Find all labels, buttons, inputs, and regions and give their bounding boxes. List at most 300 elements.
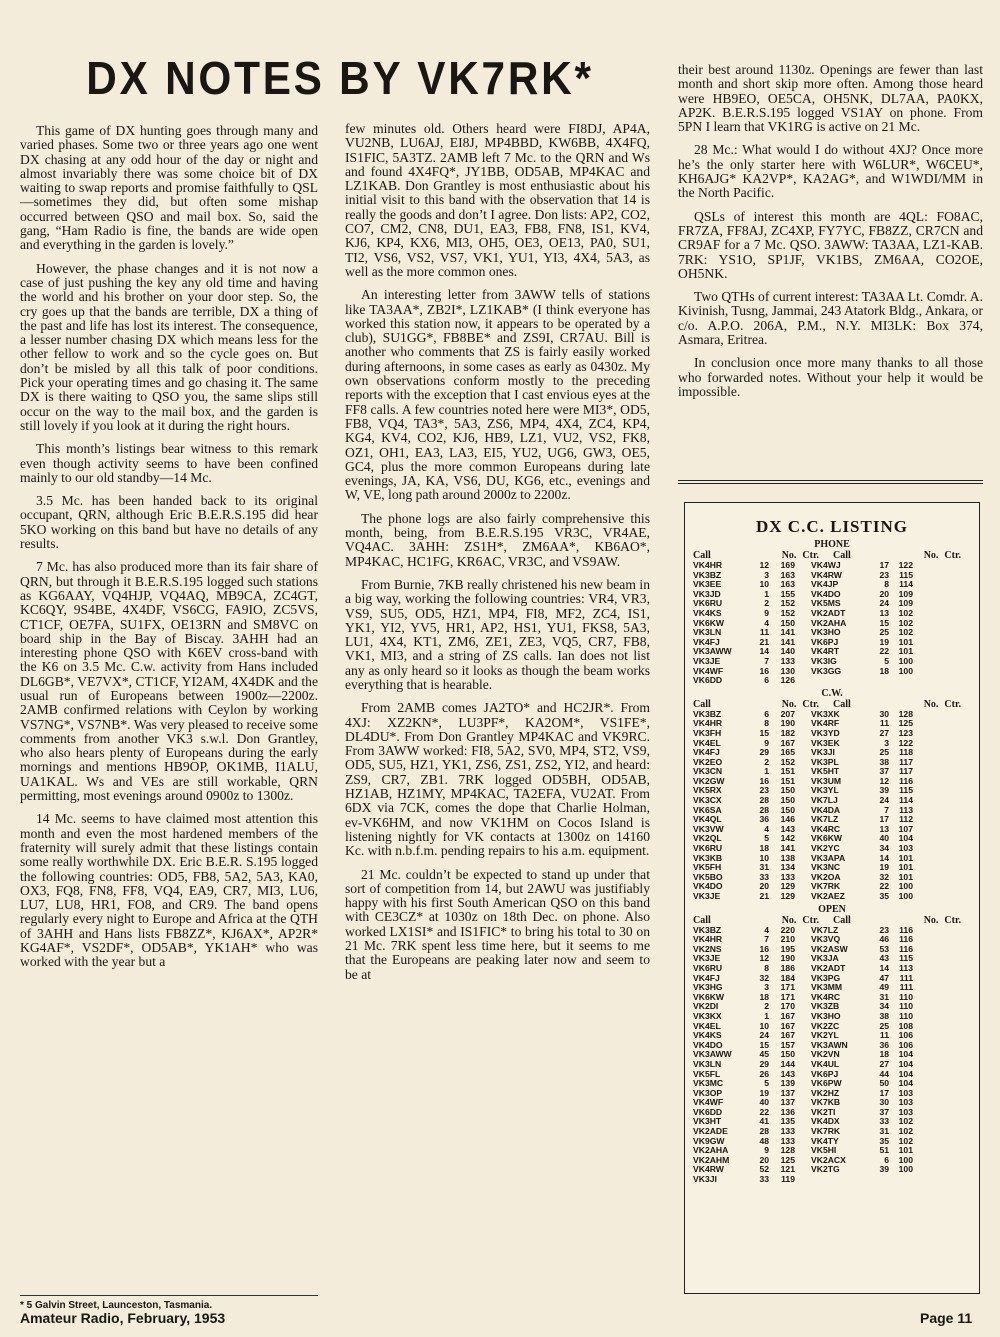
country-count: 102 (898, 1127, 913, 1137)
call-sign: VK4DO (811, 589, 841, 599)
call-sign: VK2EO (693, 757, 723, 767)
country-count: 101 (898, 863, 913, 873)
listing-row (693, 1146, 971, 1156)
call-sign: VK3HG (693, 983, 723, 993)
country-count: 108 (898, 1021, 913, 1031)
call-sign: VK3BZ (693, 570, 722, 580)
call-sign: VK3NC (811, 863, 841, 873)
country-count: 114 (899, 796, 913, 806)
call-sign: VK4FJ (693, 748, 720, 758)
country-count: 146 (780, 815, 795, 825)
country-count: 152 (780, 599, 795, 609)
rank-number: 11 (879, 1031, 889, 1041)
rank-number: 17 (879, 561, 889, 570)
rank-number: 16 (759, 776, 769, 786)
rank-number: 6 (764, 676, 769, 686)
call-sign: VK3JE (693, 656, 721, 666)
call-sign: VK4DA (811, 805, 841, 815)
call-sign: VK5FH (693, 863, 722, 873)
rank-number: 46 (879, 935, 889, 945)
listing-row (693, 638, 971, 648)
country-count: 115 (899, 786, 913, 796)
rank-number: 7 (764, 935, 769, 945)
country-count: 118 (899, 748, 913, 758)
country-count: 128 (898, 709, 913, 719)
call-sign: VK4UL (811, 1059, 840, 1069)
header-no: No. (781, 550, 797, 561)
listing-row (693, 739, 971, 749)
call-sign: VK5HI (811, 1146, 837, 1156)
country-count: 167 (780, 1011, 795, 1021)
country-count: 141 (780, 844, 795, 854)
rank-number: 40 (879, 834, 889, 844)
column-header (881, 550, 961, 561)
listing-row (693, 1108, 971, 1118)
listing-row (693, 676, 971, 686)
call-sign: VK6PJ (811, 1069, 839, 1079)
rank-number: 6 (764, 709, 769, 719)
header-ctr: Ctr. (802, 698, 819, 710)
listing-title: DX C.C. LISTING (756, 517, 908, 536)
rank-number: 23 (879, 570, 889, 580)
listing-column-headers (685, 550, 979, 561)
rank-number: 39 (879, 786, 889, 796)
call-sign: VK3PG (811, 973, 841, 983)
country-count: 152 (780, 757, 795, 767)
rank-number: 9 (764, 738, 769, 748)
rank-number: 41 (759, 1117, 769, 1127)
country-count: 157 (780, 1040, 795, 1050)
call-sign: VK5MS (811, 599, 841, 609)
call-sign: VK3APA (811, 853, 846, 863)
listing-row (693, 863, 971, 873)
paragraph: However, the phase changes and it is not now a case of just pushing the key any old time and having the world and his brother on your door step. So, the cry goes up that the bands are terrible, DX a thing of the past and life has lost its interest. The consequence, a lesser number chasing DX which means less for the other fellow to work and so the cycle goes on. But don’t be misled by all this talk of poor conditions. Pick your operating times and go chasing it. The same DX is there waiting to QSO you, the same slips still occur on the way to the mail box, and the garden is still lovely if you look at it during the right hours. (20, 260, 318, 433)
country-count: 115 (899, 570, 913, 580)
rank-number: 22 (759, 1107, 769, 1117)
listing-row (693, 1127, 971, 1137)
country-count: 123 (898, 728, 913, 738)
country-count: 167 (780, 738, 795, 748)
country-count: 129 (780, 892, 795, 901)
call-sign: VK3LN (693, 1059, 722, 1069)
listing-row (693, 935, 971, 945)
call-sign: VK6PW (811, 1079, 842, 1089)
listing-row (693, 667, 971, 677)
listing-row (693, 1050, 971, 1060)
country-count: 100 (898, 882, 913, 892)
listing-row (693, 1041, 971, 1051)
rank-number: 38 (879, 757, 889, 767)
call-sign: VK2OA (811, 872, 841, 882)
call-sign: VK3OP (693, 1088, 723, 1098)
call-sign (795, 1175, 863, 1185)
listing-row (693, 882, 971, 892)
listing-row (693, 993, 971, 1003)
country-count: 150 (780, 1050, 795, 1060)
header-ctr: Ctr. (944, 550, 961, 561)
paragraph: In conclusion once more many thanks to all those who forwarded notes. Without your help it would be impossible. (678, 355, 983, 399)
header-ctr: Ctr. (944, 914, 961, 926)
country-count (889, 676, 913, 686)
country-count: 133 (780, 1136, 795, 1146)
country-count: 134 (780, 863, 795, 873)
column-header (733, 699, 819, 710)
call-sign: VK4QL (693, 815, 722, 825)
country-count: 100 (898, 666, 913, 676)
call-sign: VK4RC (811, 824, 841, 834)
rank-number: 36 (879, 1040, 889, 1050)
listing-sections (685, 539, 979, 1185)
country-count: 139 (780, 1079, 795, 1089)
call-sign: VK4WF (693, 1098, 724, 1108)
listing-row (693, 619, 971, 629)
country-count: 101 (898, 853, 913, 863)
rank-number: 47 (879, 973, 889, 983)
country-count: 125 (898, 719, 913, 729)
rank-number: 8 (764, 719, 769, 729)
author-footnote: * 5 Galvin Street, Launceston, Tasmania. (20, 1295, 318, 1311)
country-count: 119 (781, 1175, 795, 1185)
paragraph: 3.5 Mc. has been handed back to its original occupant, QRN, although Eric B.E.R.S.195 did hear 5KO working on this band but have no details of any results. (20, 493, 318, 552)
rank-number: 15 (759, 728, 769, 738)
rank-number: 43 (879, 954, 889, 964)
rank-number: 2 (764, 757, 769, 767)
call-sign: VK2HZ (811, 1088, 840, 1098)
country-count: 155 (780, 589, 795, 599)
country-count: 171 (780, 992, 795, 1002)
call-sign: VK3UM (811, 776, 842, 786)
paragraph: their best around 1130z. Openings are fewer than last month and short skip more often. Among those heard were HB9EO, OE5CA, OH5NK, DL7AA, PA0KX, AP2K. B.E.R.S.195 logged VS1AY on phone. From 5PN I learn that VK1RG is active on 21 Mc. (678, 62, 983, 135)
header-no: No. (781, 914, 797, 926)
call-sign: VK4RW (811, 570, 842, 580)
call-sign: VK3KX (693, 1011, 722, 1021)
listing-section-title: OPEN (818, 903, 846, 915)
call-sign: VK6SA (693, 805, 722, 815)
rank-number: 1 (764, 767, 769, 777)
rank-number: 2 (764, 1002, 769, 1012)
rank-number: 52 (759, 1165, 769, 1175)
call-sign: VK4RW (693, 1165, 724, 1175)
call-sign: VK3EK (811, 738, 840, 748)
listing-row (693, 1089, 971, 1099)
rank-number: 16 (759, 666, 769, 676)
country-count: 107 (898, 824, 913, 834)
country-count: 101 (898, 637, 913, 647)
country-count: 143 (780, 824, 795, 834)
listing-row (693, 1002, 971, 1012)
call-sign: VK4EL (693, 1021, 721, 1031)
call-sign: VK4HR (693, 561, 723, 570)
call-sign: VK2YL (811, 1031, 839, 1041)
rank-number: 7 (884, 805, 889, 815)
call-sign: VK3MC (693, 1079, 724, 1089)
country-count: 100 (898, 656, 913, 666)
rank-number: 18 (759, 992, 769, 1002)
country-count: 104 (898, 1059, 913, 1069)
call-sign: VK3ZB (811, 1002, 840, 1012)
call-sign: VK6KW (693, 992, 725, 1002)
paragraph: 14 Mc. seems to have claimed most attention this month and even the most hardened members of the fraternity will surely admit that these listings contain some really worthwhile DX. Eric B.E.R. S.195 logged the following countries: OD5, FB8, 5A2, 5A3, KA0, OX3, FQ8, FN8, FF8, VQ4, EA9, CR7, MI3, LU6, LU7, LU8, HR1, FO8, and CR9. The band opens regularly every night to Europe and Africa at the QTH of 3AHH and Hans lists FB8ZZ*, KJ6AX*, AP2R* KG4AF*, VS2DF*, OD5AB*, YK1AH* who was worked with the year but a (20, 811, 318, 970)
listing-row (693, 825, 971, 835)
call-sign: VK4KS (693, 1031, 722, 1041)
country-count: 102 (898, 1136, 913, 1146)
column-header (881, 915, 961, 926)
country-count: 182 (780, 728, 795, 738)
rank-number: 18 (879, 1050, 889, 1060)
rank-number: 4 (764, 618, 769, 628)
rank-number: 2 (764, 599, 769, 609)
country-count: 133 (780, 656, 795, 666)
listing-row (693, 729, 971, 739)
rank-number: 14 (759, 647, 769, 657)
call-sign: VK4RC (811, 992, 841, 1002)
paragraph: The phone logs are also fairly comprehensive this month, being, from B.E.R.S.195 VR3C, VR4AE, VQ4AC. 3AHH: ZS1H*, ZM6AA*, KB6AO*, MP4KAC, HC1FG, KR6AC, VR3C, and VS9AW. (345, 510, 650, 569)
country-count: 116 (899, 935, 913, 945)
country-count: 106 (898, 1040, 913, 1050)
country-count: 103 (898, 844, 913, 854)
country-count: 210 (780, 935, 795, 945)
paragraph: few minutes old. Others heard were FI8DJ, AP4A, VU2NB, LU6AJ, EI8J, MP4BBD, KW6BB, 4X4FQ, IS1FIC, 5A3TZ. 2AMB left 7 Mc. to the QRN and Ws and found 4X4FQ*, JY1BB, OD5AB, MP4KAC and LZ1KAB. Don Grantley is most enthusiastic about his initial visit to this band with the observation that 14 is really the goods and don’t I agree. Don lists: AP2, CO2, CO7, CM2, CN8, DU1, EA3, FB8, FN8, IS1, KV4, KJ6, KP4, KX6, MI3, OH5, OE3, OE13, PA0, SU1, TI2, VS6, VS2, VS7, VK1, YU1, YI3, 4X4, 5A3, as well as the more common ones. (345, 121, 650, 279)
rank-number: 15 (879, 618, 889, 628)
call-sign: VK3JI (693, 1175, 717, 1185)
rank-number: 20 (759, 1155, 769, 1165)
column-header: Call (693, 698, 711, 710)
call-sign: VK3KB (693, 853, 723, 863)
country-count: 122 (898, 561, 913, 570)
rank-number: 22 (879, 647, 889, 657)
call-sign: VK2GW (693, 776, 725, 786)
rank-number: 5 (764, 834, 769, 844)
country-count: 103 (898, 1107, 913, 1117)
listing-row (693, 844, 971, 854)
call-sign: VK3BZ (693, 925, 722, 935)
listing-rows (685, 926, 979, 1185)
country-count: 100 (898, 1165, 913, 1175)
footer-publication: Amateur Radio, February, 1953 (20, 1310, 226, 1326)
rank-number: 10 (759, 580, 769, 590)
call-sign: VK3HT (693, 1117, 722, 1127)
listing-row (693, 777, 971, 787)
country-count: 121 (780, 1165, 795, 1175)
call-sign: VK7LZ (811, 815, 839, 825)
call-sign: VK3JE (693, 892, 721, 901)
listing-row (693, 710, 971, 720)
listing-row (693, 657, 971, 667)
rank-number: 13 (879, 608, 889, 618)
country-count: 220 (780, 925, 795, 935)
country-count: 130 (780, 666, 795, 676)
rank-number: 19 (879, 637, 889, 647)
country-count: 101 (898, 872, 913, 882)
rank-number: 50 (879, 1079, 889, 1089)
rank-number: 35 (879, 892, 889, 901)
country-count: 207 (780, 709, 795, 719)
call-sign: VK3LN (693, 628, 722, 638)
call-sign: VK2ACX (811, 1155, 846, 1165)
country-count: 100 (898, 892, 913, 901)
country-count: 137 (780, 1098, 795, 1108)
country-count: 190 (780, 954, 795, 964)
rank-number: 35 (879, 1136, 889, 1146)
call-sign: VK5RX (693, 786, 722, 796)
listing-row (693, 854, 971, 864)
rank-number: 20 (879, 589, 889, 599)
call-sign: VK2ZC (811, 1021, 840, 1031)
call-sign: VK4WJ (811, 561, 841, 570)
paragraph: From Burnie, 7KB really christened his new beam in a big way, working the following countries: VR4, VR3, VS9, SU5, OD5, HZ1, MP4, FI8, MF2, ZC4, IS1, YK1, YI2, YV5, HR1, AP2, HS1, YU1, FKS8, 5A3, LU1, 4X4, KT1, ZM6, ZE1, ZE3, VQ5, CR7, FB8, VK1, MI3, and a string of ZS calls. Ian does not list any as only heard so it looks as though the beam works everything that is hearable. (345, 576, 650, 692)
rank-number: 21 (759, 892, 769, 901)
listing-row (693, 628, 971, 638)
call-sign: VK2AHA (811, 618, 847, 628)
country-count: 171 (780, 983, 795, 993)
rank-number (863, 1175, 889, 1185)
country-count: 102 (898, 608, 913, 618)
country-count: 150 (780, 618, 795, 628)
country-count: 141 (780, 637, 795, 647)
rank-number: 23 (759, 786, 769, 796)
column-header (733, 915, 819, 926)
call-sign: VK2ASW (811, 944, 848, 954)
call-sign: VK6DD (693, 1107, 723, 1117)
paragraph: 21 Mc. couldn’t be expected to stand up under that sort of competition from 14, but 2AWU was justifiably happy with his first South American QSO on this band with CE3CZ* at 1030z on 18th Dec. on phone. Also worked LX1SI* and IS1FIC* to bring his total to 30 on 21 Mc. 7RK spent less time here, but it seems to me that the Europeans are peaking later now and seem to be at (345, 866, 650, 982)
rank-number: 38 (879, 1011, 889, 1021)
country-count: 104 (898, 1050, 913, 1060)
call-sign: VK2AEZ (811, 892, 845, 901)
rank-number: 23 (879, 925, 889, 935)
rank-number: 24 (879, 796, 889, 806)
rank-number: 12 (879, 776, 889, 786)
country-count: 138 (780, 853, 795, 863)
rank-number: 5 (764, 1079, 769, 1089)
listing-column-headers (685, 915, 979, 926)
column-header: Call (693, 550, 711, 561)
rank-number: 1 (764, 589, 769, 599)
country-count: 144 (780, 1059, 795, 1069)
rank-number: 10 (759, 1021, 769, 1031)
call-sign: VK3VW (693, 824, 724, 834)
call-sign: VK3VQ (811, 935, 841, 945)
call-sign: VK3JI (811, 748, 835, 758)
rank-number: 24 (759, 1031, 769, 1041)
listing-row (693, 1165, 971, 1175)
listing-row (693, 815, 971, 825)
call-sign: VK3JE (693, 954, 721, 964)
rank-number: 51 (879, 1146, 889, 1156)
call-sign: VK5HT (811, 767, 840, 777)
call-sign: VK2AHA (693, 1146, 729, 1156)
listing-row (693, 834, 971, 844)
country-count: 143 (780, 1069, 795, 1079)
country-count: 165 (780, 748, 795, 758)
listing-row (693, 873, 971, 883)
call-sign: VK4RF (811, 719, 840, 729)
paragraph: This game of DX hunting goes through many and varied phases. Some two or three years ago one went DX chasing at any odd hour of the day or night and almost invariably there was some choice bit of DX waiting to swap reports and promise faithfully to QSL —sometimes they did, but often some mishap occurred between QSO and mail box. So, said the gang, “Ham Radio is fine, the bands are wide open and everything in the garden is lovely.” (20, 123, 318, 253)
country-count (889, 1175, 913, 1185)
country-count: 116 (899, 944, 913, 954)
rank-number: 17 (879, 815, 889, 825)
country-count: 125 (780, 1155, 795, 1165)
rank-number: 3 (764, 983, 769, 993)
country-count: 117 (899, 757, 913, 767)
listing-row (693, 1079, 971, 1089)
header-ctr: Ctr. (944, 698, 961, 710)
country-count: 122 (898, 738, 913, 748)
call-sign: VK4HR (693, 719, 723, 729)
column-header: Call (833, 914, 851, 926)
rank-number: 3 (884, 738, 889, 748)
call-sign: VK4TY (811, 1136, 839, 1146)
call-sign: VK3BZ (693, 709, 722, 719)
rank-number: 37 (879, 1107, 889, 1117)
listing-row (693, 767, 971, 777)
call-sign: VK4KS (693, 608, 722, 618)
country-count: 167 (780, 1031, 795, 1041)
call-sign: VK3YL (811, 786, 839, 796)
country-count: 111 (899, 973, 913, 983)
country-count: 110 (899, 992, 913, 1002)
country-count: 101 (898, 1146, 913, 1156)
country-count: 113 (899, 805, 913, 815)
country-count: 110 (899, 1002, 913, 1012)
rank-number: 48 (759, 1136, 769, 1146)
country-count: 104 (898, 834, 913, 844)
rank-number: 31 (879, 1127, 889, 1137)
call-sign: VK3JD (693, 589, 721, 599)
rank-number: 18 (759, 844, 769, 854)
rank-number: 5 (884, 656, 889, 666)
listing-section-title: PHONE (814, 539, 850, 550)
rank-number: 44 (879, 1069, 889, 1079)
country-count: 184 (780, 973, 795, 983)
country-count: 115 (899, 954, 913, 964)
column-header: Call (833, 550, 851, 561)
rank-number: 15 (759, 1040, 769, 1050)
call-sign: VK2ADT (811, 608, 846, 618)
call-sign: VK2ADE (693, 1127, 728, 1137)
call-sign: VK2AHM (693, 1155, 730, 1165)
paragraph: An interesting letter from 3AWW tells of stations like TA3AA*, ZB2I*, LZ1KAB* (I think everyone has worked this station now, it appears to be operated by a club), SU1GG*, FB8BE* and ZS9I, CR7AU. Bill is another who comments that ZS is fairly easily worked during afternoons, in some cases as early as 0430z. My own observations conform mostly to the preceding reports with the exception that I cast envious eyes at the FF8 calls. A few countries noted here were MI3*, OD5, FB8, VQ4, TA3*, 5A3, ZS6, MP4, 4X4, ZC4, KP4, KG4, KV4, CO2, KJ6, HB9, LZ1, VU2, VS2, FK8, OZ1, OH1, EA3, LA3, EI5, YU2, UG6, GW3, OE5, GC4, plus the more common Europeans during late evenings, JA, KA, VS6, DU, KG6, etc., evenings and W, VE, long path around 2000z to 2200z. (345, 287, 650, 503)
listing-section-title: C.W. (821, 687, 843, 699)
rank-number: 33 (759, 872, 769, 882)
call-sign: VK4EL (693, 738, 721, 748)
country-count: 150 (780, 786, 795, 796)
rank-number: 22 (879, 882, 889, 892)
rank-number: 30 (879, 1098, 889, 1108)
call-sign: VK7RK (811, 882, 841, 892)
column-3 (678, 63, 983, 408)
rank-number: 11 (879, 719, 889, 729)
listing-column-headers (685, 699, 979, 710)
rank-number: 53 (879, 944, 889, 954)
country-count: 135 (780, 1117, 795, 1127)
rank-number: 4 (764, 925, 769, 935)
country-count: 133 (780, 872, 795, 882)
listing-row (693, 719, 971, 729)
listing-row (693, 954, 971, 964)
call-sign: VK2QL (693, 834, 722, 844)
header-ctr: Ctr. (802, 914, 819, 926)
listing-row (693, 964, 971, 974)
rank-number: 26 (759, 1069, 769, 1079)
rank-number: 4 (764, 824, 769, 834)
listing-row (693, 1098, 971, 1108)
country-count: 104 (898, 1079, 913, 1089)
call-sign: VK5BO (693, 872, 723, 882)
rank-number: 10 (759, 853, 769, 863)
country-count: 190 (780, 719, 795, 729)
country-count: 106 (898, 1031, 913, 1041)
rank-number: 12 (759, 561, 769, 570)
